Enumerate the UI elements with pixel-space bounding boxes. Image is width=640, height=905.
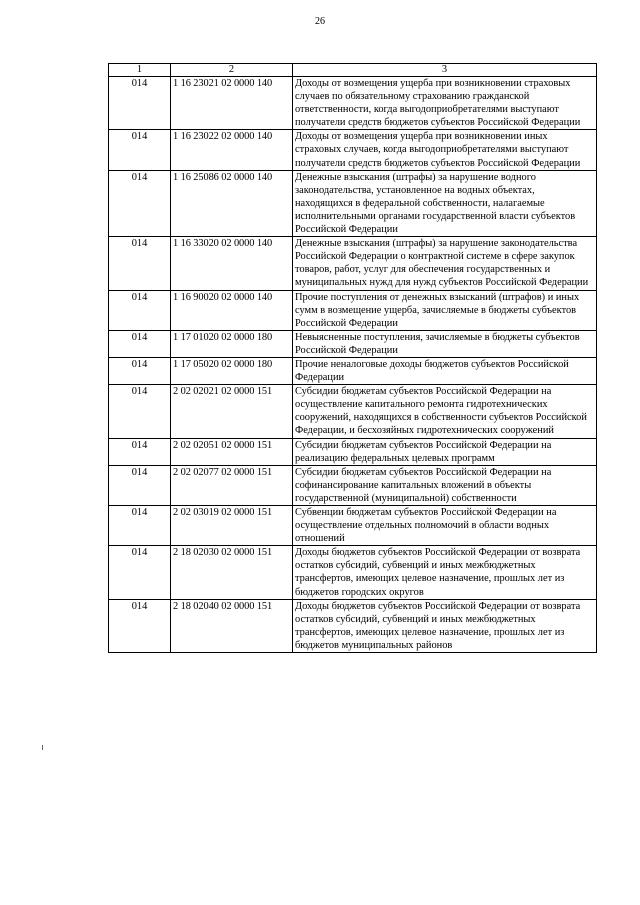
budget-code-cell: 2 02 02077 02 0000 151 [171, 465, 293, 505]
budget-code-cell: 1 16 25086 02 0000 140 [171, 170, 293, 236]
admin-code-cell: 014 [109, 330, 171, 357]
income-name-cell: Субсидии бюджетам субъектов Российской Федерации на реализацию федеральных целевых программ [293, 438, 597, 465]
table-row [109, 170, 597, 236]
margin-mark [42, 745, 43, 750]
revenue-codes-table [108, 63, 597, 653]
admin-code-cell: 014 [109, 77, 171, 130]
admin-code-cell: 014 [109, 130, 171, 170]
table-row [109, 237, 597, 290]
budget-code-cell: 1 17 01020 02 0000 180 [171, 330, 293, 357]
budget-code-cell: 1 17 05020 02 0000 180 [171, 357, 293, 384]
table-header-row [109, 64, 597, 77]
budget-code-cell: 1 16 90020 02 0000 140 [171, 290, 293, 330]
income-name-cell: Субсидии бюджетам субъектов Российской Федерации на осуществление капитального ремонта гидротехнических сооружений, находящихся в собственности субъектов Российской Федерации, и бесхозяйных гидротехнических сооружений [293, 385, 597, 438]
income-name-cell: Доходы бюджетов субъектов Российской Федерации от возврата остатков субсидий, субвенций и иных межбюджетных трансфертов, имеющих целевое назначение, прошлых лет из бюджетов городских округов [293, 546, 597, 599]
admin-code-cell: 014 [109, 438, 171, 465]
income-name-cell: Прочие неналоговые доходы бюджетов субъектов Российской Федерации [293, 357, 597, 384]
admin-code-cell: 014 [109, 237, 171, 290]
budget-code-cell: 2 18 02040 02 0000 151 [171, 599, 293, 652]
table-row [109, 546, 597, 599]
income-name-cell: Доходы от возмещения ущерба при возникновении страховых случаев по обязательному страхованию гражданской ответственности, когда выгодоприобретателями выступают получатели средств бюджетов субъектов Российской Федерации [293, 77, 597, 130]
table-row [109, 438, 597, 465]
table-row [109, 357, 597, 384]
table-row [109, 130, 597, 170]
table-row [109, 330, 597, 357]
income-name-cell: Денежные взыскания (штрафы) за нарушение водного законодательства, установленное на водных объектах, находящихся в федеральной собственности, налагаемые исполнительными органами государственной власти субъектов Российской Федерации [293, 170, 597, 236]
income-name-cell: Прочие поступления от денежных взысканий (штрафов) и иных сумм в возмещение ущерба, зачисляемые в бюджеты субъектов Российской Федерации [293, 290, 597, 330]
budget-code-cell: 1 16 33020 02 0000 140 [171, 237, 293, 290]
income-name-cell: Доходы бюджетов субъектов Российской Федерации от возврата остатков субсидий, субвенций и иных межбюджетных трансфертов, имеющих целевое назначение, прошлых лет из бюджетов муниципальных районов [293, 599, 597, 652]
table-body [109, 77, 597, 653]
budget-code-cell: 2 02 02021 02 0000 151 [171, 385, 293, 438]
admin-code-cell: 014 [109, 357, 171, 384]
admin-code-cell: 014 [109, 465, 171, 505]
table-row [109, 290, 597, 330]
admin-code-cell: 014 [109, 290, 171, 330]
table-row [109, 599, 597, 652]
income-name-cell: Доходы от возмещения ущерба при возникновении иных страховых случаев, когда выгодоприобретателями выступают получатели средств бюджетов субъектов Российской Федерации [293, 130, 597, 170]
budget-code-cell: 1 16 23021 02 0000 140 [171, 77, 293, 130]
column-header-name: 3 [293, 64, 597, 77]
income-name-cell: Денежные взыскания (штрафы) за нарушение законодательства Российской Федерации о контрактной системе в сфере закупок товаров, работ, услуг для обеспечения государственных и муниципальных нужд для нужд субъектов Российской Федерации [293, 237, 597, 290]
budget-code-cell: 2 18 02030 02 0000 151 [171, 546, 293, 599]
budget-code-cell: 1 16 23022 02 0000 140 [171, 130, 293, 170]
table-row [109, 385, 597, 438]
table-row [109, 506, 597, 546]
column-header-admin: 1 [109, 64, 171, 77]
column-header-code: 2 [171, 64, 293, 77]
admin-code-cell: 014 [109, 546, 171, 599]
table-row [109, 77, 597, 130]
income-name-cell: Субсидии бюджетам субъектов Российской Федерации на софинансирование капитальных вложений в объекты государственной (муниципальной) собственности [293, 465, 597, 505]
income-name-cell: Невыясненные поступления, зачисляемые в бюджеты субъектов Российской Федерации [293, 330, 597, 357]
budget-code-cell: 2 02 03019 02 0000 151 [171, 506, 293, 546]
admin-code-cell: 014 [109, 170, 171, 236]
page-number: 26 [315, 16, 325, 27]
admin-code-cell: 014 [109, 506, 171, 546]
budget-code-cell: 2 02 02051 02 0000 151 [171, 438, 293, 465]
admin-code-cell: 014 [109, 385, 171, 438]
table-row [109, 465, 597, 505]
admin-code-cell: 014 [109, 599, 171, 652]
income-name-cell: Субвенции бюджетам субъектов Российской Федерации на осуществление отдельных полномочий в области водных отношений [293, 506, 597, 546]
